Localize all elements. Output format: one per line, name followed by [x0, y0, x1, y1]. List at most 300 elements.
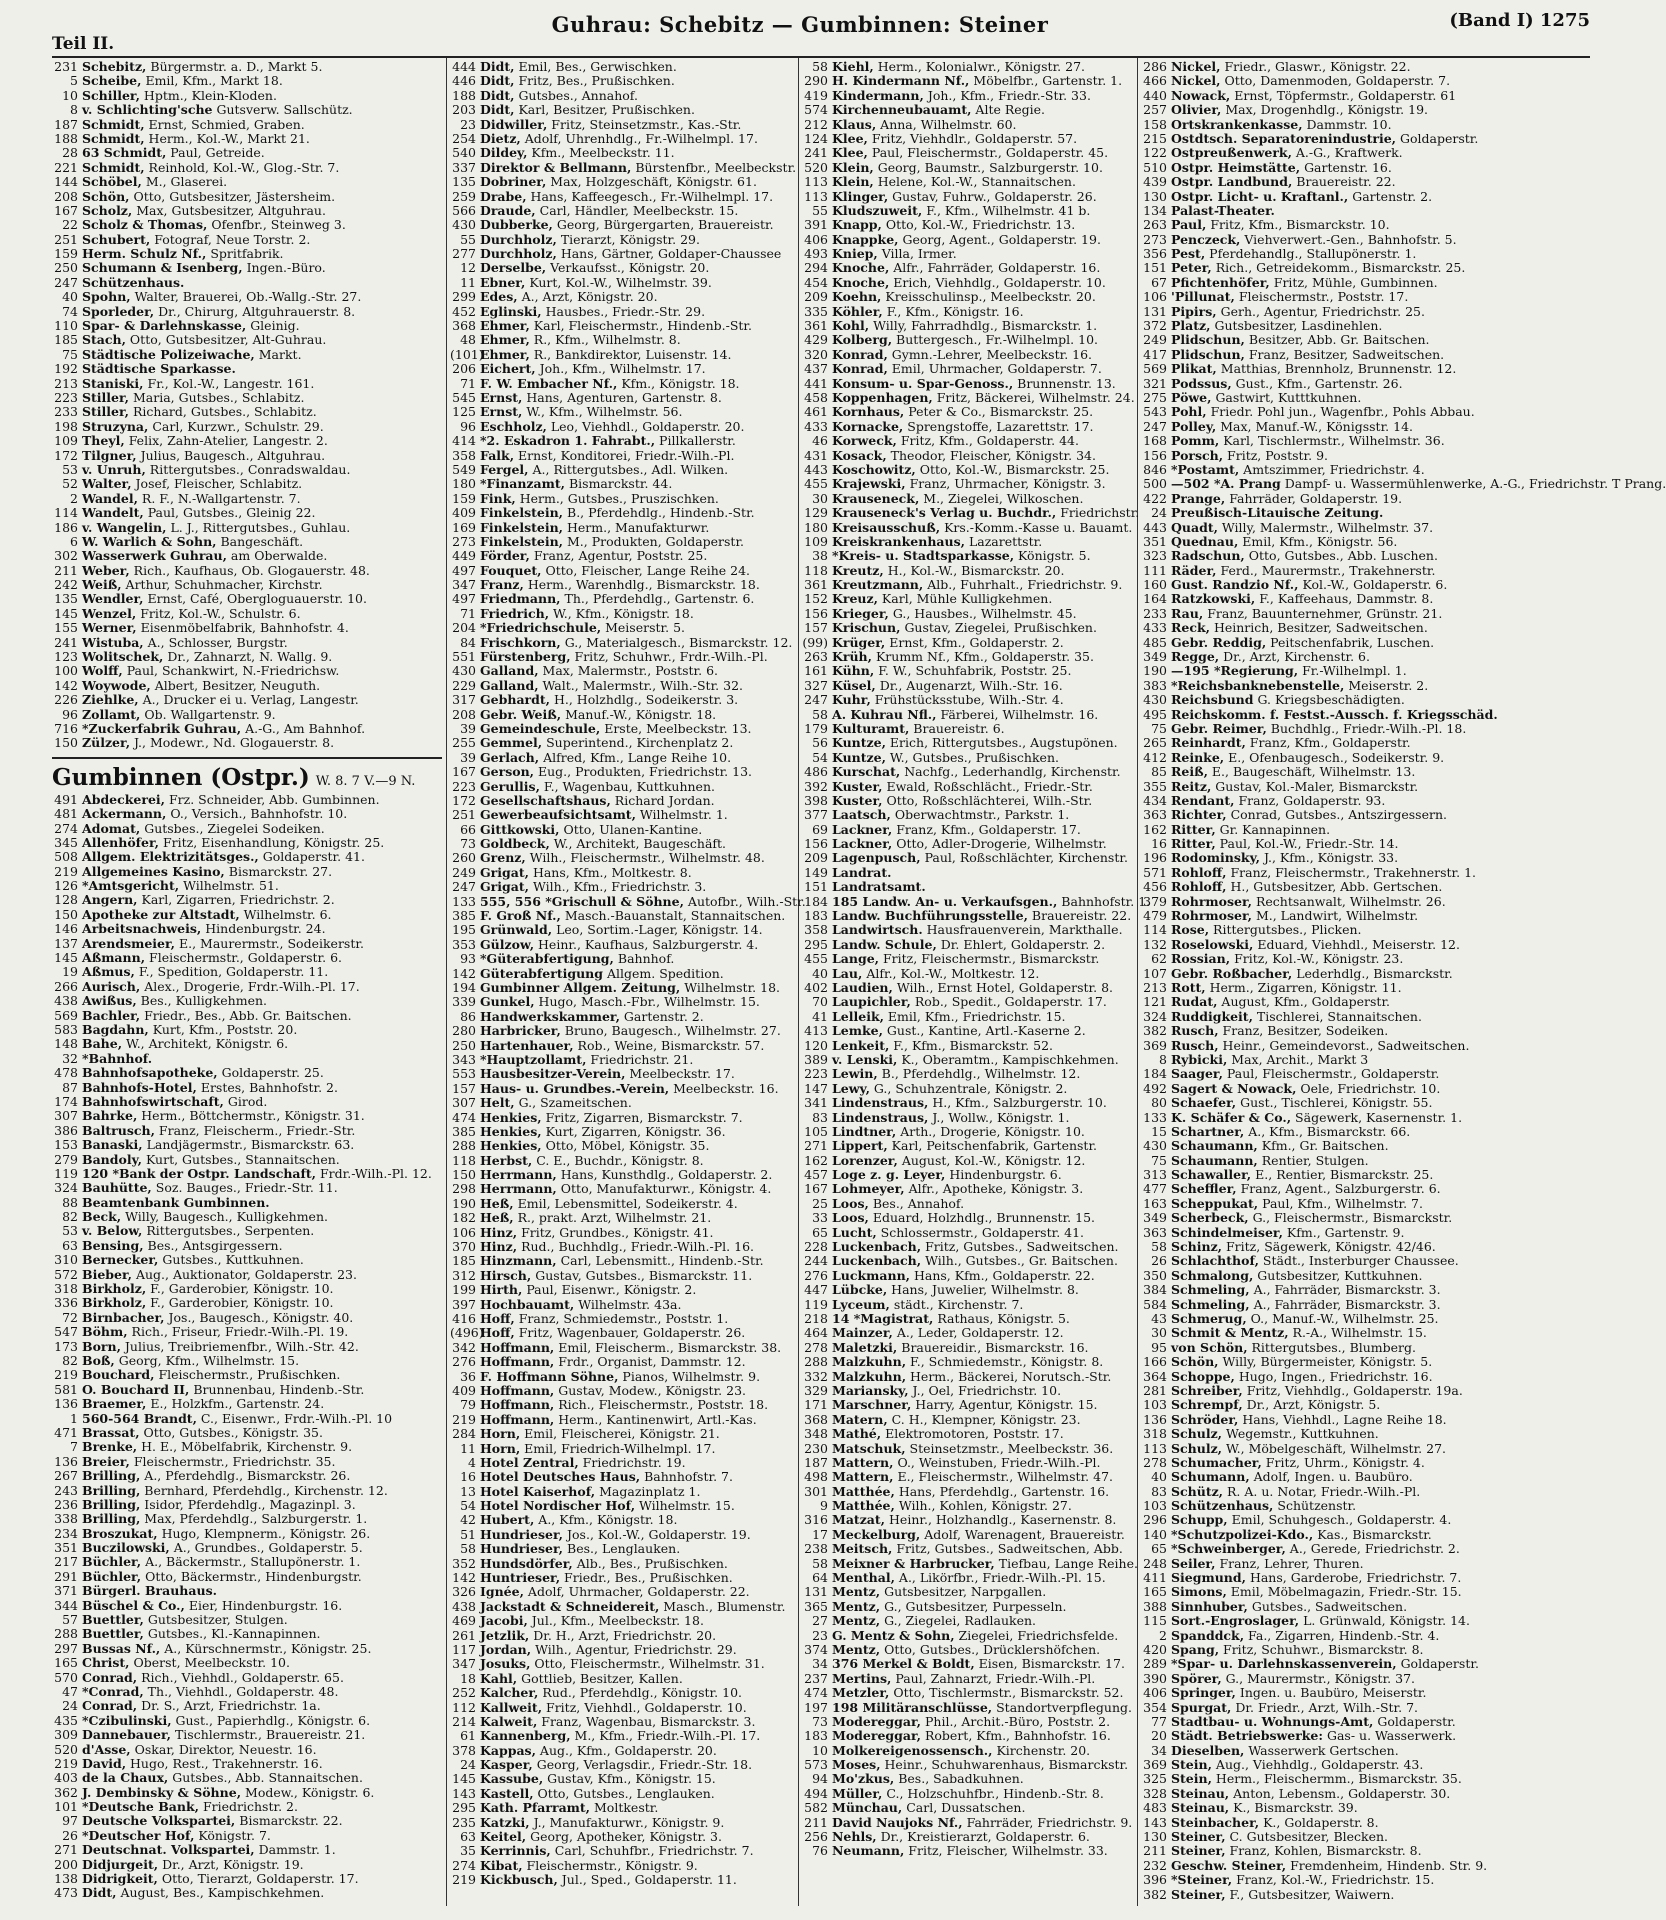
directory-entry: [52, 477, 442, 491]
entry-name: Didjurgeit,: [82, 1856, 159, 1872]
directory-entry: [802, 823, 1134, 837]
entry-details: Erich, Viehhdlg., Goldaperstr. 10.: [889, 274, 1106, 290]
phone-number: 416: [452, 1310, 476, 1326]
entry-name: Henkies,: [480, 1138, 542, 1154]
entry-details: Brauereistr. 6.: [909, 720, 1005, 736]
phone-number: 309: [54, 1727, 78, 1743]
entry-details: Otto, Gutsbes., Abb. Luschen.: [1244, 548, 1438, 564]
directory-entry: [52, 1383, 442, 1397]
phone-number: 18: [460, 1670, 476, 1686]
entry-details: Tischlerei, Stannaitschen.: [1252, 1008, 1422, 1024]
entry-name: Meitsch,: [832, 1541, 893, 1557]
entry-details: Phil., Archit.-Büro, Poststr. 2.: [921, 1713, 1111, 1729]
phone-number: 299: [452, 289, 476, 305]
entry-name: Rybicki,: [1171, 1051, 1228, 1067]
phone-number: 312: [452, 1267, 476, 1283]
directory-entry: [450, 967, 794, 981]
phone-number: 325: [1143, 1771, 1167, 1787]
entry-name: *2. Eskadron 1. Fahrabt.,: [480, 433, 656, 449]
phone-number: 180: [804, 519, 828, 535]
directory-entry: [450, 118, 794, 132]
entry-name: Bahnhofs-Hotel,: [82, 1079, 197, 1095]
phone-number: 114: [1143, 922, 1167, 938]
entry-details: Herm., Kantinenwirt, Artl.-Kas.: [554, 1411, 757, 1427]
entry-name: Knappke,: [832, 231, 899, 247]
entry-name: Lewy,: [832, 1080, 870, 1096]
entry-details: Fleischermstr., Goldaperstr. 6.: [145, 950, 343, 966]
phone-number: 294: [804, 260, 828, 276]
entry-name: 14 *Magistrat,: [832, 1310, 934, 1326]
phone-number: 241: [54, 634, 78, 650]
entry-details: Peitschenfabrik, Luschen.: [1266, 634, 1435, 650]
entry-details: Sprengstoffe, Lazarettstr. 17.: [903, 418, 1094, 434]
entry-details: C., Eisenwr., Frdr.-Wilh.-Pl. 10: [196, 1410, 393, 1426]
directory-entry: [1141, 1499, 1593, 1513]
phone-number: 342: [452, 1339, 476, 1355]
directory-entry: [52, 1541, 442, 1555]
column-divider: [1137, 58, 1138, 1906]
entry-details: Frz. Schneider, Abb. Gumbinnen.: [165, 791, 380, 807]
phone-number: 543: [1143, 404, 1167, 420]
directory-entry: [52, 1167, 442, 1181]
entry-name: Spang,: [1171, 1641, 1220, 1657]
entry-details: Wilhelmstr. 43a.: [574, 1296, 682, 1312]
entry-details: Herm., Gutsbes., Pruszischken.: [515, 490, 719, 506]
phone-number: 429: [804, 332, 828, 348]
phone-number: 75: [1151, 720, 1167, 736]
entry-name: Mo'zkus,: [832, 1771, 895, 1787]
entry-details: Standortverpflegung.: [992, 1699, 1132, 1715]
phone-number: 492: [1143, 1080, 1167, 1096]
entry-name: Birkholz,: [82, 1281, 147, 1297]
entry-name: Ehmer,: [480, 346, 530, 362]
entry-details: Karl, Zigarren, Friedrichstr. 2.: [137, 892, 335, 908]
entry-details: Fahrräder, Friedrichstr. 9.: [962, 1814, 1133, 1830]
entry-details: Georg, Agent., Goldaperstr. 19.: [898, 231, 1101, 247]
entry-details: Eier, Hindenburgstr. 16.: [184, 1597, 343, 1613]
directory-entry: [802, 967, 1134, 981]
phone-number: 434: [1143, 792, 1167, 808]
entry-details: Otto, Gutsbes., Lenglauken.: [533, 1785, 715, 1801]
entry-details: A., Fahrräder, Bismarckstr. 3.: [1249, 1282, 1441, 1298]
entry-details: Fr., Kol.-W., Langestr. 161.: [143, 375, 315, 391]
entry-name: *Conrad,: [82, 1683, 144, 1699]
entry-details: Franz, Fleischerm., Friedr.-Str.: [154, 1122, 356, 1138]
entry-details: Kurt, Gutsbes., Stannaitschen.: [142, 1151, 340, 1167]
directory-entry: [52, 1627, 442, 1641]
phone-number: 249: [452, 864, 476, 880]
entry-name: Didt,: [480, 102, 515, 118]
entry-details: Karl, Peitschenfabrik, Gartenstr.: [887, 1138, 1098, 1154]
phone-number: 117: [452, 1641, 476, 1657]
phone-number: 441: [804, 375, 828, 391]
directory-entry: [1141, 391, 1593, 405]
entry-details: Helene, Kol.-W., Stannaitschen.: [873, 174, 1076, 190]
directory-entry: [802, 1341, 1134, 1355]
entry-name: Geschw. Steiner,: [1171, 1857, 1287, 1873]
directory-entry: [450, 1701, 794, 1715]
directory-entry: [52, 1685, 442, 1699]
entry-name: Buettler,: [82, 1612, 144, 1628]
phone-number: 458: [804, 389, 828, 405]
entry-name: Stadtbau- u. Wohnungs-Amt,: [1171, 1713, 1374, 1729]
entry-details: E., Baugeschäft, Wilhelmstr. 13.: [1207, 764, 1416, 780]
phone-number: 350: [1143, 1267, 1167, 1283]
entry-details: Bes., Kulligkehmen.: [136, 993, 267, 1009]
entry-details: A., Drucker ei u. Verlag, Langestr.: [138, 692, 359, 708]
entry-name: Lindenstraus,: [832, 1095, 929, 1111]
directory-entry: [52, 1009, 442, 1023]
entry-details: August, Bes., Kampischkehmen.: [116, 1885, 325, 1901]
entry-details: Emil, Friedrich-Wilhelmpl. 17.: [520, 1440, 716, 1456]
phone-number: 288: [804, 1354, 828, 1370]
phone-number: 88: [62, 1194, 78, 1210]
column-3: [802, 59, 1151, 1906]
phone-number: 30: [812, 490, 828, 506]
entry-details: Wilh., Fleischermstr., Wilhelmstr. 48.: [525, 850, 765, 866]
entry-details: Girod.: [223, 1093, 268, 1109]
entry-details: Dr. H., Arzt, Friedrichstr. 20.: [529, 1627, 717, 1643]
directory-entry: [802, 1629, 1134, 1643]
entry-details: Dr. Ehlert, Goldaperstr. 2.: [936, 936, 1106, 952]
entry-details: C. H., Klempner, Königstr. 23.: [887, 1411, 1081, 1427]
phone-number: 431: [804, 447, 828, 463]
entry-name: Olivier,: [1171, 102, 1222, 118]
entry-name: Bürgerl. Brauhaus.: [82, 1583, 217, 1599]
entry-name: Kühn,: [832, 663, 875, 679]
phone-number: 121: [1143, 994, 1167, 1010]
directory-entry: [52, 1642, 442, 1656]
entry-details: Fritz, Sägewerk, Königstr. 42/46.: [1222, 1239, 1436, 1255]
directory-entry: [52, 1124, 442, 1138]
directory-entry: [802, 1442, 1134, 1456]
entry-name: Maletzki,: [832, 1339, 898, 1355]
entry-name: Scherbeck,: [1171, 1210, 1249, 1226]
directory-entry: [802, 175, 1134, 189]
phone-number: 188: [54, 130, 78, 146]
phone-number: 278: [804, 1339, 828, 1355]
entry-name: Stiller,: [82, 404, 130, 420]
directory-entry: [52, 1498, 442, 1512]
directory-entry: [52, 1671, 442, 1685]
entry-details: Brauereidir., Bismarckstr. 16.: [897, 1339, 1089, 1355]
phone-number: 485: [1143, 634, 1167, 650]
entry-details: Masch.-Bauanstalt, Stannaitschen.: [560, 908, 786, 924]
entry-name: Landw. Buchführungsstelle,: [832, 908, 1028, 924]
directory-entry: [1141, 60, 1593, 74]
phone-number: 136: [54, 1396, 78, 1412]
phone-number: 232: [1143, 1857, 1167, 1873]
entry-details: Emil, Uhrmacher, Goldaperstr. 7.: [887, 361, 1102, 377]
phone-number: 349: [1143, 649, 1167, 665]
entry-name: Kalcher,: [480, 1685, 539, 1701]
phone-number: 200: [54, 1856, 78, 1872]
directory-entry: [802, 837, 1134, 851]
entry-name: Ostdtsch. Separatorenindustrie,: [1171, 130, 1397, 146]
entry-details: M., Glaserei.: [141, 174, 228, 190]
entry-details: Max, Pferdehdlg., Salzburgerstr. 1.: [140, 1511, 368, 1527]
phone-number: 58: [460, 1541, 476, 1557]
directory-entry: [52, 1311, 442, 1325]
entry-name: Rohloff,: [1171, 879, 1227, 895]
section-title: Gumbinnen (Ostpr.): [52, 763, 310, 791]
entry-name: Köhler,: [832, 303, 883, 319]
entry-name: *Steiner,: [1171, 1872, 1233, 1888]
directory-entry: [802, 1787, 1134, 1801]
entry-details: Fritz, Uhrm., Königstr. 4.: [1261, 1454, 1425, 1470]
directory-entry: [1141, 923, 1593, 937]
directory-entry: [802, 146, 1134, 160]
entry-name: David Naujoks Nf.,: [832, 1814, 963, 1830]
entry-details: Soz. Bauges., Friedr.-Str. 11.: [151, 1180, 338, 1196]
phone-number: 363: [1143, 1224, 1167, 1240]
entry-name: Rendant,: [1171, 792, 1235, 808]
entry-details: Emil, Schuhgesch., Goldaperstr. 4.: [1227, 1512, 1452, 1528]
entry-details: Reinhold, Kol.-W., Glog.-Str. 7.: [144, 159, 340, 175]
entry-details: Manuf.-W., Königstr. 18.: [561, 706, 717, 722]
entry-name: —195 *Regierung,: [1171, 663, 1299, 679]
entry-name: Herm. Schulz Nf.,: [82, 246, 207, 262]
phone-number: 10: [812, 1742, 828, 1758]
directory-entry: [450, 74, 794, 88]
entry-details: Fritz, Schuhwr., Bismarckstr. 8.: [1219, 1641, 1424, 1657]
phone-number: 151: [804, 879, 828, 895]
directory-entry: [802, 1830, 1134, 1844]
entry-name: Baltrusch,: [82, 1122, 155, 1138]
phone-number: (99): [802, 634, 828, 650]
entry-name: Herrmann,: [480, 1181, 557, 1197]
directory-entry: [450, 866, 794, 880]
directory-entry: [802, 1211, 1134, 1225]
entry-details: Walt., Malermstr., Wilh.-Str. 32.: [538, 677, 744, 693]
entry-details: C. Gutsbesitzer, Blecken.: [1225, 1829, 1389, 1845]
phone-number: 497: [452, 591, 476, 607]
phone-number: 186: [54, 519, 78, 535]
entry-name: Kreiskrankenhaus,: [832, 533, 965, 549]
phone-number: 33: [812, 1210, 828, 1226]
entry-details: Brunnenstr. 13.: [1013, 375, 1116, 391]
phone-number: 433: [1143, 620, 1167, 636]
entry-details: Gustav, Modew., Königstr. 23.: [554, 1382, 746, 1398]
entry-name: Schinz,: [1171, 1239, 1223, 1255]
phone-number: 70: [812, 994, 828, 1010]
phone-number: 223: [54, 389, 78, 405]
entry-details: M., Ziegelei, Wilkoschen.: [919, 490, 1084, 506]
phone-number: 338: [54, 1511, 78, 1527]
entry-name: Quadt,: [1171, 519, 1218, 535]
entry-details: A., Kfm., Bismarckstr. 66.: [1244, 1123, 1411, 1139]
phone-number: 250: [54, 260, 78, 276]
entry-name: Deutschnat. Volkspartei,: [82, 1842, 255, 1858]
phone-number: 288: [54, 1626, 78, 1642]
phone-number: 4: [468, 1454, 476, 1470]
directory-entry: [450, 1513, 794, 1527]
entry-name: Horn,: [480, 1426, 521, 1442]
directory-entry: [1141, 1657, 1593, 1671]
directory-entry: [52, 1210, 442, 1224]
phone-number: 289: [1143, 1656, 1167, 1672]
entry-details: Hans, Kfm., Goldaperstr. 22.: [910, 1267, 1095, 1283]
directory-entry: [802, 305, 1134, 319]
directory-entry: [802, 449, 1134, 463]
directory-entry: [1141, 1370, 1593, 1384]
entry-name: Lyceum,: [832, 1296, 890, 1312]
directory-entry: [450, 1715, 794, 1729]
entry-name: Reiß,: [1171, 764, 1208, 780]
entry-details: G., Schuhzentrale, Königstr. 2.: [869, 1080, 1068, 1096]
phone-number: 455: [804, 476, 828, 492]
entry-details: Max, Gutsbesitzer, Altguhrau.: [132, 202, 326, 218]
phone-number: 435: [54, 1712, 78, 1728]
directory-entry: [802, 1513, 1134, 1527]
phone-number: 17: [812, 1526, 828, 1542]
entry-details: Fritz, Kfm., Goldaperstr. 44.: [896, 433, 1079, 449]
entry-details: Carl, Kurzwr., Schulstr. 29.: [148, 418, 324, 434]
entry-name: Spanddck,: [1171, 1627, 1245, 1643]
entry-details: Eisenmöbelfabrik, Bahnhofstr. 4.: [136, 620, 349, 636]
entry-name: Didt,: [480, 87, 515, 103]
directory-entry: [802, 535, 1134, 549]
phone-number: 161: [804, 663, 828, 679]
directory-entry: [52, 118, 442, 132]
entry-name: Bernecker,: [82, 1252, 159, 1268]
directory-entry: [802, 851, 1134, 865]
phone-number: 28: [62, 145, 78, 161]
directory-entry: [450, 1182, 794, 1196]
section-meta: W. 8. 7 V.—9 N.: [315, 773, 416, 789]
phone-number: 53: [62, 1223, 78, 1239]
entry-details: Rob., Spedit., Goldaperstr. 17.: [910, 994, 1107, 1010]
entry-name: Landwirtsch.: [832, 922, 923, 938]
entry-name: Konsum- u. Spar-Genoss.,: [832, 375, 1014, 391]
entry-name: Hoffmann,: [480, 1339, 555, 1355]
phone-number: 93: [460, 951, 476, 967]
directory-entry: [52, 922, 442, 936]
directory-entry: [52, 836, 442, 850]
phone-number: 66: [460, 821, 476, 837]
entry-details: Hptm., Klein-Kloden.: [139, 87, 277, 103]
entry-details: Otto, Roßschlächterei, Wilh.-Str.: [882, 792, 1093, 808]
entry-details: Heinr., Schuhwarenhaus, Bismarckstr.: [880, 1757, 1129, 1773]
entry-details: Wilhelmstr. 51.: [179, 878, 279, 894]
entry-details: Fritz, Wagenbauer, Goldaperstr. 26.: [514, 1325, 746, 1341]
phone-number: 206: [452, 361, 476, 377]
entry-name: Luckenbach,: [832, 1253, 922, 1269]
directory-entry: [450, 521, 794, 535]
entry-name: Schütz,: [1171, 1483, 1224, 1499]
entry-details: am Oberwalde.: [226, 548, 328, 564]
section-heading: [52, 763, 442, 793]
directory-entry: [802, 1111, 1134, 1125]
directory-entry: [52, 1829, 442, 1843]
phone-number: 54: [812, 749, 828, 765]
directory-entry: [450, 377, 794, 391]
entry-name: Dieselben,: [1171, 1742, 1245, 1758]
phone-number: 497: [452, 562, 476, 578]
entry-name: Aßmann,: [82, 950, 146, 966]
entry-name: Draude,: [480, 202, 536, 218]
entry-details: Adolf, Warenagent, Brauereistr.: [920, 1526, 1125, 1542]
entry-details: Otto, Gutsbesitzer, Alt-Guhrau.: [125, 332, 327, 348]
phone-number: 573: [804, 1757, 828, 1773]
phone-number: 234: [54, 1525, 78, 1541]
phone-number: 474: [452, 1109, 476, 1125]
entry-name: Richter,: [1171, 807, 1227, 823]
phone-number: 396: [1143, 1872, 1167, 1888]
entry-name: Hinzmann,: [480, 1253, 557, 1269]
directory-entry: [1141, 1096, 1593, 1110]
entry-name: Lübcke,: [832, 1282, 888, 1298]
entry-details: Franz, Kfm., Goldaperstr.: [1245, 735, 1411, 751]
entry-name: Lucht,: [832, 1224, 877, 1240]
phone-number: 520: [804, 159, 828, 175]
entry-details: Gas- u. Wasserwerk.: [1323, 1728, 1457, 1744]
entry-name: Gerullis,: [480, 778, 540, 794]
entry-name: Kannenberg,: [480, 1728, 571, 1744]
entry-details: Rud., Pferdehdlg., Königstr. 10.: [538, 1685, 742, 1701]
entry-name: Kreutz,: [832, 562, 884, 578]
entry-name: Frischkorn,: [480, 634, 561, 650]
directory-entry: [1141, 1182, 1593, 1196]
entry-details: Franz, Lehrer, Thuren.: [1215, 1555, 1364, 1571]
directory-entry: [450, 333, 794, 347]
directory-entry: [450, 1384, 794, 1398]
directory-entry: [1141, 1542, 1593, 1556]
entry-details: Modew., Königstr. 6.: [241, 1784, 375, 1800]
directory-entry: [1141, 808, 1593, 822]
phone-number: 97: [62, 1813, 78, 1829]
phone-number: 101: [54, 1799, 78, 1815]
entry-name: Kalweit,: [480, 1713, 538, 1729]
entry-name: Bensing,: [82, 1237, 144, 1253]
phone-number: 34: [812, 1656, 828, 1672]
directory-entry: [1141, 1787, 1593, 1801]
entry-name: Schumann,: [1171, 1469, 1250, 1485]
directory-entry: [802, 1555, 1138, 1571]
entry-details: J., Modewr., Nd. Glogauerstr. 8.: [130, 735, 335, 751]
entry-details: Gymn.-Lehrer, Meelbeckstr. 16.: [887, 346, 1093, 362]
directory-entry: [52, 74, 442, 88]
phone-number: 356: [1143, 246, 1167, 262]
entry-details: Franz, Agentur, Poststr. 25.: [529, 548, 708, 564]
directory-entry: [1141, 679, 1593, 693]
phone-number: 131: [804, 1584, 828, 1600]
entry-details: Dr., Arzt, Königstr. 5.: [1242, 1397, 1381, 1413]
entry-name: Städtische Sparkasse.: [82, 361, 236, 377]
entry-details: Gutsbesitzer, Kuttkuhnen.: [1253, 1267, 1423, 1283]
entry-details: Meiserstr. 2.: [1344, 677, 1429, 693]
entry-details: Bes., Annahof.: [868, 1195, 965, 1211]
entry-name: Mainzer,: [832, 1325, 893, 1341]
phone-number: 148: [54, 1036, 78, 1052]
directory-entry: [802, 1384, 1134, 1398]
phone-number: 218: [804, 1310, 828, 1326]
directory-entry: [52, 103, 442, 117]
entry-details: K., Bismarckstr. 39.: [1229, 1800, 1358, 1816]
phone-number: 361: [804, 318, 828, 334]
entry-name: Wendler,: [82, 591, 144, 607]
directory-entry: [450, 1283, 794, 1297]
phone-number: 36: [460, 1368, 476, 1384]
entry-details: Rittergutsbes., Blumberg.: [1247, 1339, 1417, 1355]
directory-entry: [450, 1772, 794, 1786]
directory-entry: [450, 434, 794, 448]
entry-details: Fremdenheim, Hindenb. Str. 9.: [1286, 1857, 1488, 1873]
entry-name: Lackner,: [832, 821, 893, 837]
entry-details: Maria, Gutsbes., Schlabitz.: [129, 389, 305, 405]
entry-details: Gutsbes., Annahof.: [514, 87, 638, 103]
phone-number: 452: [452, 303, 476, 319]
